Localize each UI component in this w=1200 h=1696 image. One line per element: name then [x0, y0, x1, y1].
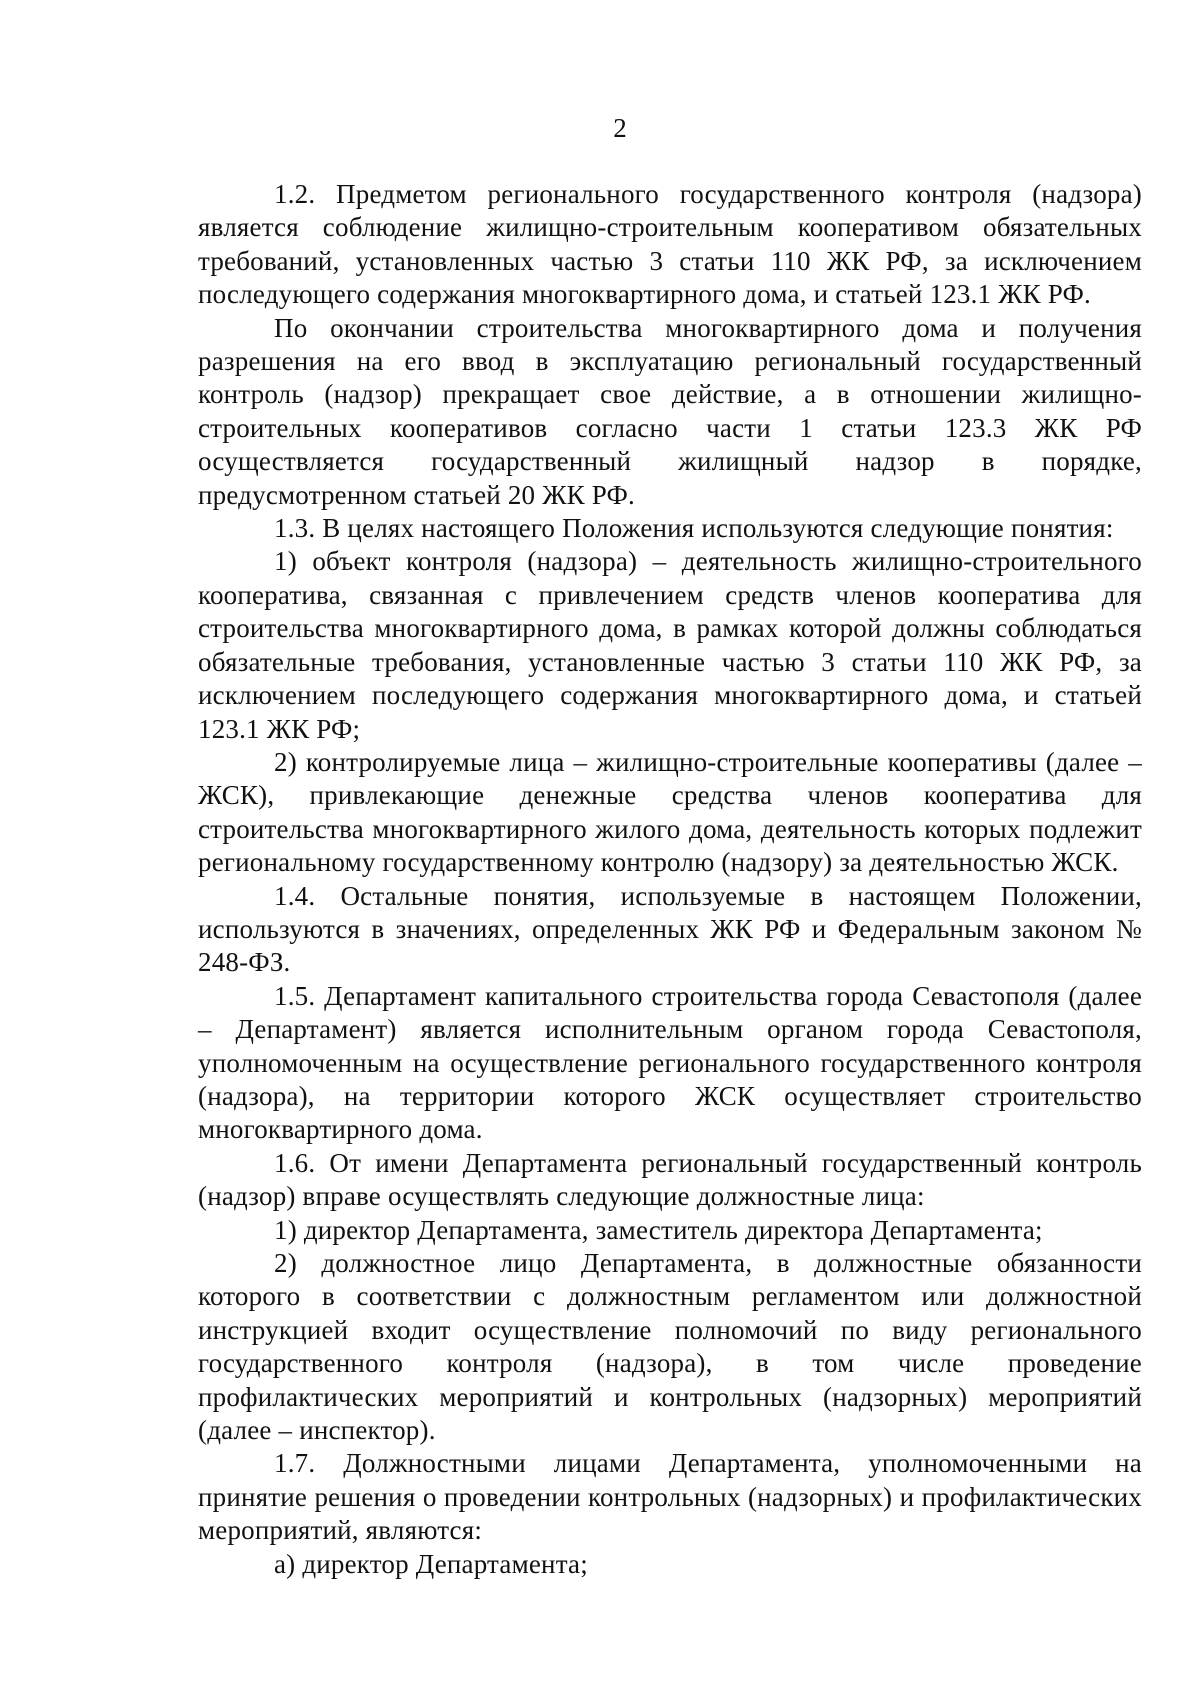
- paragraph-1-4: 1.4. Остальные понятия, используемые в настоящем Положении, используются в значениях, определенных ЖК РФ и Федеральным законом № 248-ФЗ.: [198, 880, 1142, 978]
- paragraph-1-3-item-2: 2) контролируемые лица – жилищно-строительные кооперативы (далее – ЖСК), привлекающие денежные средства членов кооператива для строительства многоквартирного жилого дома, деятельность которых подлежит региональному государственному контролю (надзору) за деятельностью ЖСК.: [198, 746, 1142, 878]
- paragraph-1-6-item-1: 1) директор Департамента, заместитель директора Департамента;: [274, 1214, 1043, 1245]
- paragraph-1-3: 1.3. В целях настоящего Положения используются следующие понятия:: [274, 513, 1114, 544]
- paragraph-1-6-item-2: 2) должностное лицо Департамента, в должностные обязанности которого в соответствии с должностным регламентом или должностной инструкцией входит осуществление полномочий по виду регионального государственного контроля (надзора), в том числе проведение профилактических мероприятий и контрольных (надзорных) мероприятий (далее – инспектор).: [198, 1248, 1142, 1446]
- paragraph-1-7-item-a: а) директор Департамента;: [274, 1548, 588, 1579]
- page-number: 2: [613, 113, 627, 143]
- paragraph-1-7: 1.7. Должностными лицами Департамента, уполномоченными на принятие решения о проведении контрольных (надзорных) и профилактических мероприятий, являются:: [198, 1448, 1142, 1546]
- paragraph-1-3-item-1: 1) объект контроля (надзора) – деятельность жилищно-строительного кооператива, связанная с привлечением средств членов кооператива для строительства многоквартирного дома, в рамках которой должны соблюдаться обязательные требования, установленные частью 3 статьи 110 ЖК РФ, за исключением последующего содержания многоквартирного дома, и статьей 123.1 ЖК РФ;: [198, 546, 1142, 744]
- paragraph-1-2: 1.2. Предметом регионального государственного контроля (надзора) является соблюдение жилищно-строительным кооперативом обязательных требований, установленных частью 3 статьи 110 ЖК РФ, за исключением последующего содержания многоквартирного дома, и статьей 123.1 ЖК РФ.: [198, 179, 1142, 310]
- document-body: [198, 178, 1142, 1581]
- paragraph-completion-of-construction: По окончании строительства многоквартирного дома и получения разрешения на его ввод в эксплуатацию региональный государственный контроль (надзор) прекращает свое действие, а в отношении жилищно-строительных кооперативов согласно части 1 статьи 123.3 ЖК РФ осуществляется государственный жилищный надзор в порядке, предусмотренном статьей 20 ЖК РФ.: [198, 312, 1142, 510]
- paragraph-1-6: 1.6. От имени Департамента региональный государственный контроль (надзор) вправе осуществлять следующие должностные лица:: [198, 1147, 1142, 1212]
- paragraph-1-5: 1.5. Департамент капитального строительства города Севастополя (далее – Департамент) является исполнительным органом города Севастополя, уполномоченным на осуществление регионального государственного контроля (надзора), на территории которого ЖСК осуществляет строительство многоквартирного дома.: [198, 980, 1142, 1145]
